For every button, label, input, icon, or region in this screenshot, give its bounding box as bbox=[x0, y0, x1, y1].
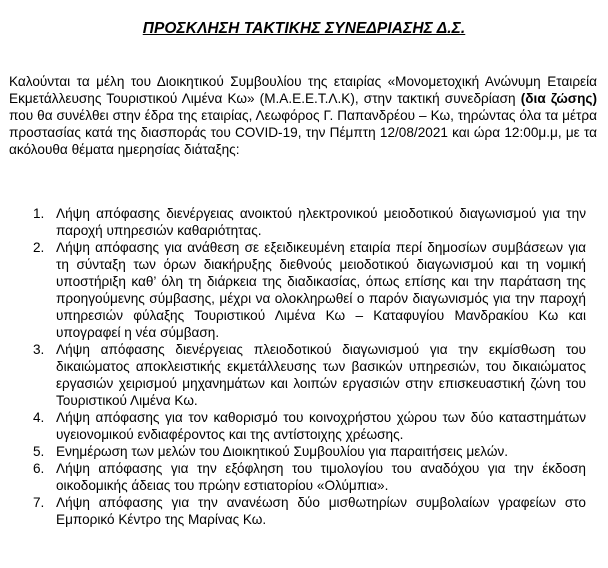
agenda-item-number: 6. bbox=[33, 461, 45, 476]
agenda-item-text: Λήψη απόφασης διενέργειας ανοικτού ηλεκτρονικού μειοδοτικού διαγωνισμού για την παροχή υπηρεσιών καθαριότητας. bbox=[56, 206, 586, 238]
agenda-item-number: 3. bbox=[33, 342, 45, 357]
intro-paragraph bbox=[9, 73, 597, 158]
agenda-item-number: 7. bbox=[33, 495, 45, 510]
intro-bold-text: (δια ζώσης) bbox=[520, 91, 597, 106]
agenda-item-text: Ενημέρωση των μελών του Διοικητικού Συμβουλίου για παραιτήσεις μελών. bbox=[56, 444, 509, 459]
agenda-item-number: 2. bbox=[33, 240, 45, 255]
agenda-item-number: 4. bbox=[33, 410, 45, 425]
agenda-item-number: 1. bbox=[33, 206, 45, 221]
agenda-item-text: Λήψη απόφασης για την εξόφληση του τιμολογίου του αναδόχου για την έκδοση οικοδομικής άδειας του πρώην εστιατορίου «Ολύμπια». bbox=[56, 461, 586, 493]
agenda-list bbox=[33, 205, 586, 528]
agenda-item-text: Λήψη απόφασης για ανάθεση σε εξειδικευμένη εταιρία περί δημοσίων συμβάσεων για τη σύνταξη των όρων διακήρυξης διεθνούς μειοδοτικού διαγωνισμού και τη νομική υποστήριξη καθ’ όλη τη διάρκεια της διαδικασίας, όπως επίσης και την παράταση της προηγούμενης σύμβασης, μέχρι να ολοκληρωθεί ο παρόν διαγωνισμός για την παροχή υπηρεσιών φύλαξης Τουριστικού Λιμένα Κω – Καταφυγίου Μανδρακίου Κω και υπογραφεί η νέα σύμβαση. bbox=[56, 240, 586, 340]
intro-text-start: Καλούνται τα μέλη του Διοικητικού Συμβουλίου της εταιρίας «Μονομετοχική Ανώνυμη Εταιρεία Εκμετάλλευσης Τουριστικού Λιμένα Κω» (Μ.Α.Ε.Ε.Τ.Λ.Κ), στην τακτική συνεδρίαση bbox=[9, 74, 597, 106]
agenda-item bbox=[33, 443, 586, 460]
agenda-item-number: 5. bbox=[33, 444, 45, 459]
document-title: ΠΡΟΣΚΛΗΣΗ ΤΑΚΤΙΚΗΣ ΣΥΝΕΔΡΙΑΣΗΣ Δ.Σ. bbox=[142, 20, 466, 37]
agenda-item bbox=[33, 460, 586, 494]
agenda-item bbox=[33, 409, 586, 443]
agenda-item bbox=[33, 494, 586, 528]
intro-text-end: που θα συνέλθει στην έδρα της εταιρίας, Λεωφόρος Γ. Παπανδρέου – Κω, τηρώντας όλα τα μέτρα προστασίας κατά της διασποράς του COVID-19, την Πέμπτη 12/08/2021 και ώρα 12:00μ.μ, με τα ακόλουθα θέματα ημερησίας διάταξης: bbox=[9, 108, 597, 157]
agenda-item bbox=[33, 205, 586, 239]
agenda-item-text: Λήψη απόφασης διενέργειας πλειοδοτικού διαγωνισμού για την εκμίσθωση του δικαιώματος αποκλειστικής εκμετάλλευσης των βασικών υπηρεσιών, του δικαιώματος εργασιών χειρισμού μηχανημάτων και λοιπών εργασιών στην επισκευαστική ζώνη του Τουριστικού Λιμένα Κω. bbox=[56, 342, 586, 408]
agenda-item-text: Λήψη απόφασης για την ανανέωση δύο μισθωτηρίων συμβολαίων γραφείων στο Εμπορικό Κέντρο της Μαρίνας Κω. bbox=[56, 495, 586, 527]
agenda-item bbox=[33, 341, 586, 409]
agenda-item bbox=[33, 239, 586, 341]
agenda-item-text: Λήψη απόφασης για τον καθορισμό του κοινοχρήστου χώρου των δύο καταστημάτων υγειονομικού ενδιαφέροντος και της αντίστοιχης χρέωσης. bbox=[56, 410, 586, 442]
